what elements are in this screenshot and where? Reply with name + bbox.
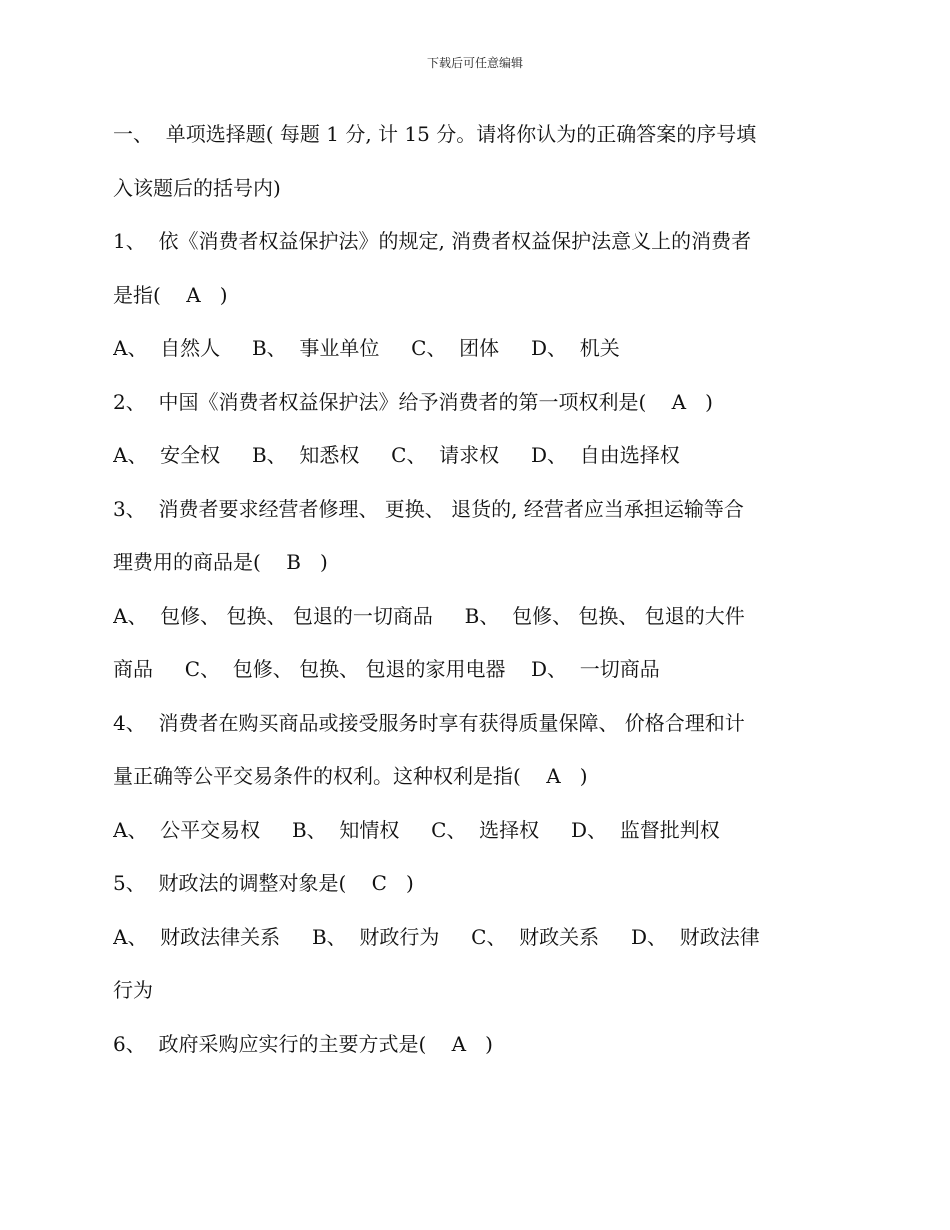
question-2: 2、 中国《消费者权益保护法》给予消费者的第一项权利是( A ) (113, 389, 713, 414)
question-5-options-cont: 行为 (113, 978, 153, 1002)
question-5: 5、 财政法的调整对象是( C ) (113, 871, 414, 895)
question-3-options-cont: 商品 C、 包修、 包换、 包退的家用电器 D、 一切商品 (113, 657, 660, 681)
question-1-options: A、 自然人 B、 事业单位 C、 团体 D、 机关 (113, 336, 620, 360)
page-header-note: 下载后可任意编辑 (426, 56, 523, 70)
question-2-options: A、 安全权 B、 知悉权 C、 请求权 D、 自由选择权 (113, 443, 680, 467)
question-5-options: A、 财政法律关系 B、 财政行为 C、 财政关系 D、 财政法律 (113, 924, 760, 949)
question-4-options: A、 公平交易权 B、 知情权 C、 选择权 D、 监督批判权 (113, 817, 720, 842)
question-1-cont: 是指( A ) (113, 282, 228, 307)
question-4-cont: 量正确等公平交易条件的权利。这种权利是指( A ) (113, 764, 588, 788)
question-6: 6、 政府采购应实行的主要方式是( A ) (113, 1031, 493, 1056)
document-body (113, 108, 843, 1071)
question-3-cont: 理费用的商品是( B ) (113, 550, 328, 574)
question-3-options: A、 包修、 包换、 包退的一切商品 B、 包修、 包换、 包退的大件 (113, 603, 745, 628)
section-heading-cont: 入该题后的括号内) (113, 175, 281, 200)
question-1: 1、 依《消费者权益保护法》的规定, 消费者权益保护法意义上的消费者 (113, 229, 752, 253)
question-4: 4、 消费者在购买商品或接受服务时享有获得质量保障、 价格合理和计 (113, 710, 745, 735)
section-heading: 一、 单项选择题( 每题 1 分, 计 15 分。请将你认为的正确答案的序号填 (113, 122, 757, 146)
question-3: 3、 消费者要求经营者修理、 更换、 退货的, 经营者应当承担运输等合 (113, 496, 744, 521)
